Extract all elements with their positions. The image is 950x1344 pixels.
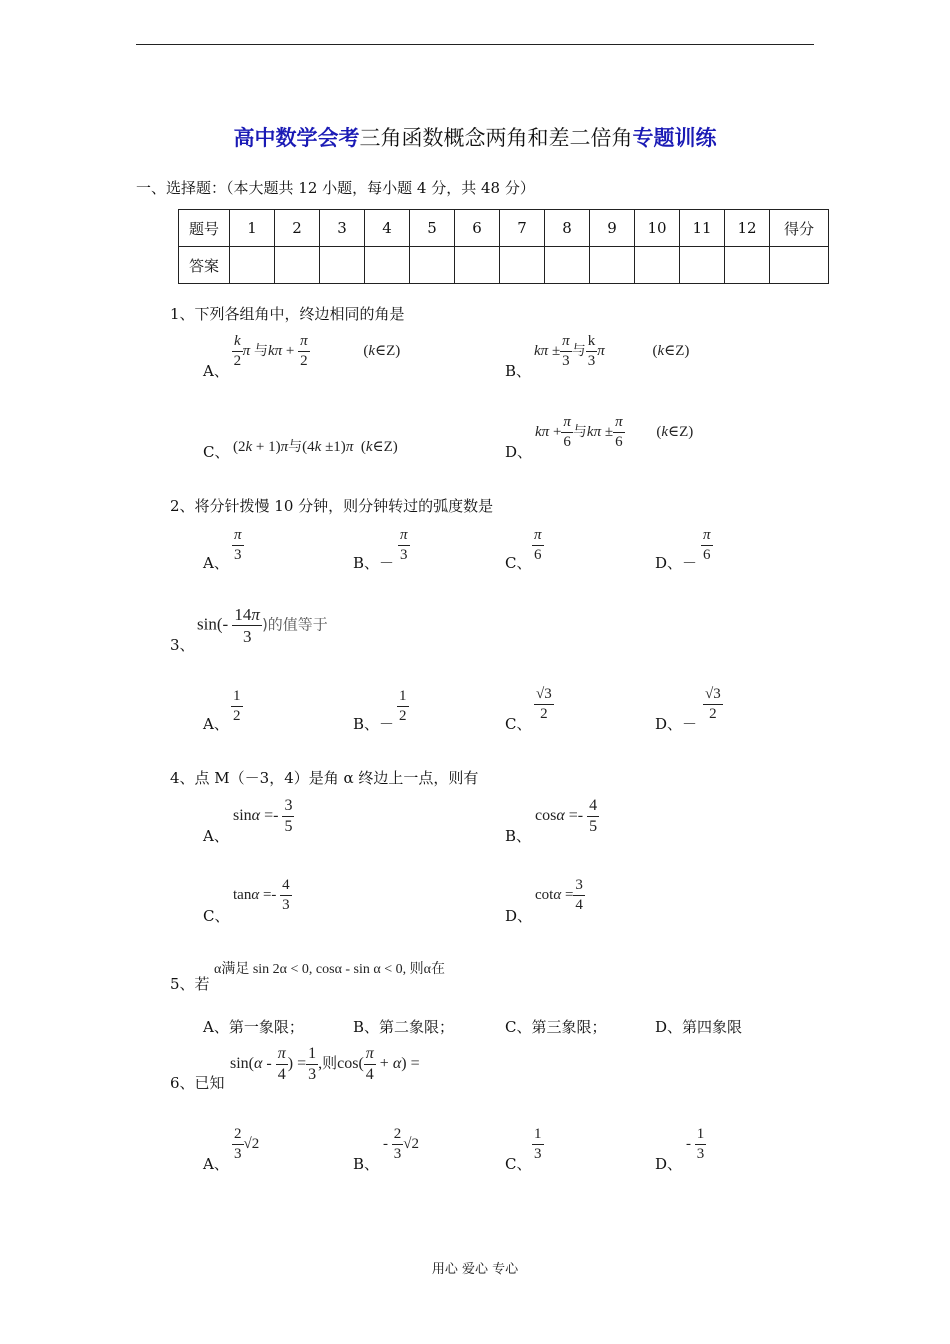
table-cell: 1 — [230, 210, 275, 247]
q6-expr: sin(α - $\frac{\pi}{4}$ ) = $\frac{1}{3}$ ,则cos( $\frac{\pi}{4}$ + α) = — [230, 1045, 420, 1083]
q1-option-a-expr: $\frac{k}{2}$ π 与kπ + $\frac{\pi}{2}$ (k∈Z) — [233, 333, 401, 369]
q4-option-c-label: C、 — [203, 907, 230, 925]
table-cell: 9 — [590, 210, 635, 247]
q1-option-d-expr: kπ + $\frac{\pi}{6}$ 与kπ ± $\frac{\pi}{6}$ (k∈Z) — [535, 414, 694, 450]
table-cell[interactable] — [770, 247, 829, 284]
q6-option-b-label: B、 — [353, 1155, 380, 1173]
q3-option-c-label: C、 — [505, 715, 532, 733]
section-heading: 一、选择题：（本大题共 12 小题，每小题 4 分，共 48 分） — [136, 179, 535, 197]
q3-option-d-label: D、－ — [655, 715, 698, 733]
table-cell: 答案 — [179, 247, 230, 284]
q1-option-c-expr: (2k + 1)π与(4k ±1)π (k∈Z) — [233, 439, 398, 455]
table-cell[interactable] — [230, 247, 275, 284]
q2-option-b-label: B、－ — [353, 554, 395, 572]
q4-option-b-expr: cosα =- $\frac{4}{5}$ — [535, 797, 598, 835]
table-cell: 2 — [275, 210, 320, 247]
q3-option-a-label: A、 — [203, 715, 229, 733]
q4-option-c-expr: tanα =- $\frac{4}{3}$ — [233, 877, 290, 913]
table-cell: 7 — [500, 210, 545, 247]
q3-option-b-expr: $\frac{1}{2}$ — [399, 688, 407, 724]
table-cell[interactable] — [455, 247, 500, 284]
q3-option-d-expr: $\frac{√3}{2}$ — [705, 686, 721, 722]
q2-option-c-label: C、 — [505, 554, 532, 572]
q5-number: 5、若 — [170, 975, 210, 993]
q3-expr: sin(- $\frac{14\pi}{3}$ )的值等于 — [197, 605, 328, 646]
q1-stem: 1、下列各组角中，终边相同的角是 — [170, 305, 405, 323]
q6-option-c-label: C、 — [505, 1155, 532, 1173]
q6-option-d-label: D、 — [655, 1155, 683, 1173]
table-cell[interactable] — [590, 247, 635, 284]
table-cell: 10 — [635, 210, 680, 247]
q2-option-d-expr: $\frac{\pi}{6}$ — [703, 527, 711, 563]
q2-option-b-expr: $\frac{\pi}{3}$ — [400, 527, 408, 563]
q3-option-b-label: B、－ — [353, 715, 395, 733]
title-part-2: 三角函数概念两角和差二倍角 — [359, 126, 633, 150]
q4-option-d-label: D、 — [505, 907, 533, 925]
table-cell[interactable] — [545, 247, 590, 284]
q6-option-d-expr: - $\frac{1}{3}$ — [686, 1126, 705, 1162]
q6-number: 6、已知 — [170, 1074, 225, 1092]
q6-option-a-expr: $\frac{2}{3}$ √2 — [234, 1126, 260, 1162]
q5-condition: α满足 sin 2α < 0, cosα - sin α < 0, 则α在 — [214, 962, 445, 977]
q3-option-a-expr: $\frac{1}{2}$ — [233, 688, 241, 724]
q1-option-c-label: C、 — [203, 443, 230, 461]
table-row — [179, 247, 829, 284]
table-cell[interactable] — [365, 247, 410, 284]
q5-option-d: D、第四象限 — [655, 1018, 743, 1036]
q5-option-c: C、第三象限； — [505, 1018, 607, 1036]
q5-option-b: B、第二象限； — [353, 1018, 455, 1036]
table-cell: 题号 — [179, 210, 230, 247]
q3-expr-tail: )的值等于 — [261, 615, 328, 634]
page-footer: 用心 爱心 专心 — [431, 1262, 519, 1277]
q2-option-a-expr: $\frac{\pi}{3}$ — [234, 527, 242, 563]
table-cell[interactable] — [635, 247, 680, 284]
table-cell[interactable] — [275, 247, 320, 284]
q4-stem: 4、点 M（－3，4）是角 α 终边上一点，则有 — [170, 769, 479, 787]
table-cell[interactable] — [410, 247, 455, 284]
q3-number: 3、 — [170, 636, 195, 654]
table-cell: 12 — [725, 210, 770, 247]
q4-option-d-expr: cotα = $\frac{3}{4}$ — [535, 877, 583, 913]
table-cell: 11 — [680, 210, 725, 247]
table-cell[interactable] — [725, 247, 770, 284]
q2-option-a-label: A、 — [203, 554, 229, 572]
table-cell: 6 — [455, 210, 500, 247]
q1-option-b-label: B、 — [505, 362, 532, 380]
table-cell[interactable] — [500, 247, 545, 284]
q6-option-a-label: A、 — [203, 1155, 229, 1173]
q4-option-a-expr: sinα =- $\frac{3}{5}$ — [233, 797, 293, 835]
q6-option-c-expr: $\frac{1}{3}$ — [534, 1126, 542, 1162]
table-cell[interactable] — [320, 247, 365, 284]
q1-option-d-label: D、 — [505, 443, 533, 461]
q1-option-b-expr: kπ ± $\frac{\pi}{3}$ 与 $\frac{k}{3}$ π (k∈Z) — [534, 333, 690, 369]
q3-option-c-expr: $\frac{√3}{2}$ — [536, 686, 552, 722]
title-part-3: 专题训练 — [632, 125, 717, 150]
header-rule — [136, 44, 814, 45]
table-cell[interactable] — [680, 247, 725, 284]
q6-option-b-expr: - $\frac{2}{3}$ √2 — [383, 1126, 419, 1162]
page-title — [0, 122, 950, 152]
q4-option-a-label: A、 — [203, 827, 229, 845]
q5-option-a: A、第一象限； — [203, 1018, 304, 1036]
q2-option-c-expr: $\frac{\pi}{6}$ — [534, 527, 542, 563]
q2-stem: 2、将分针拨慢 10 分钟，则分钟转过的弧度数是 — [170, 497, 494, 515]
table-row — [179, 210, 829, 247]
q1-option-a-label: A、 — [203, 362, 229, 380]
q2-option-d-label: D、－ — [655, 554, 698, 572]
answer-table — [178, 209, 829, 284]
title-part-1: 高中数学会考 — [233, 125, 360, 150]
table-cell: 得分 — [770, 210, 829, 247]
table-cell: 5 — [410, 210, 455, 247]
table-cell: 3 — [320, 210, 365, 247]
table-cell: 4 — [365, 210, 410, 247]
q4-option-b-label: B、 — [505, 827, 532, 845]
table-cell: 8 — [545, 210, 590, 247]
